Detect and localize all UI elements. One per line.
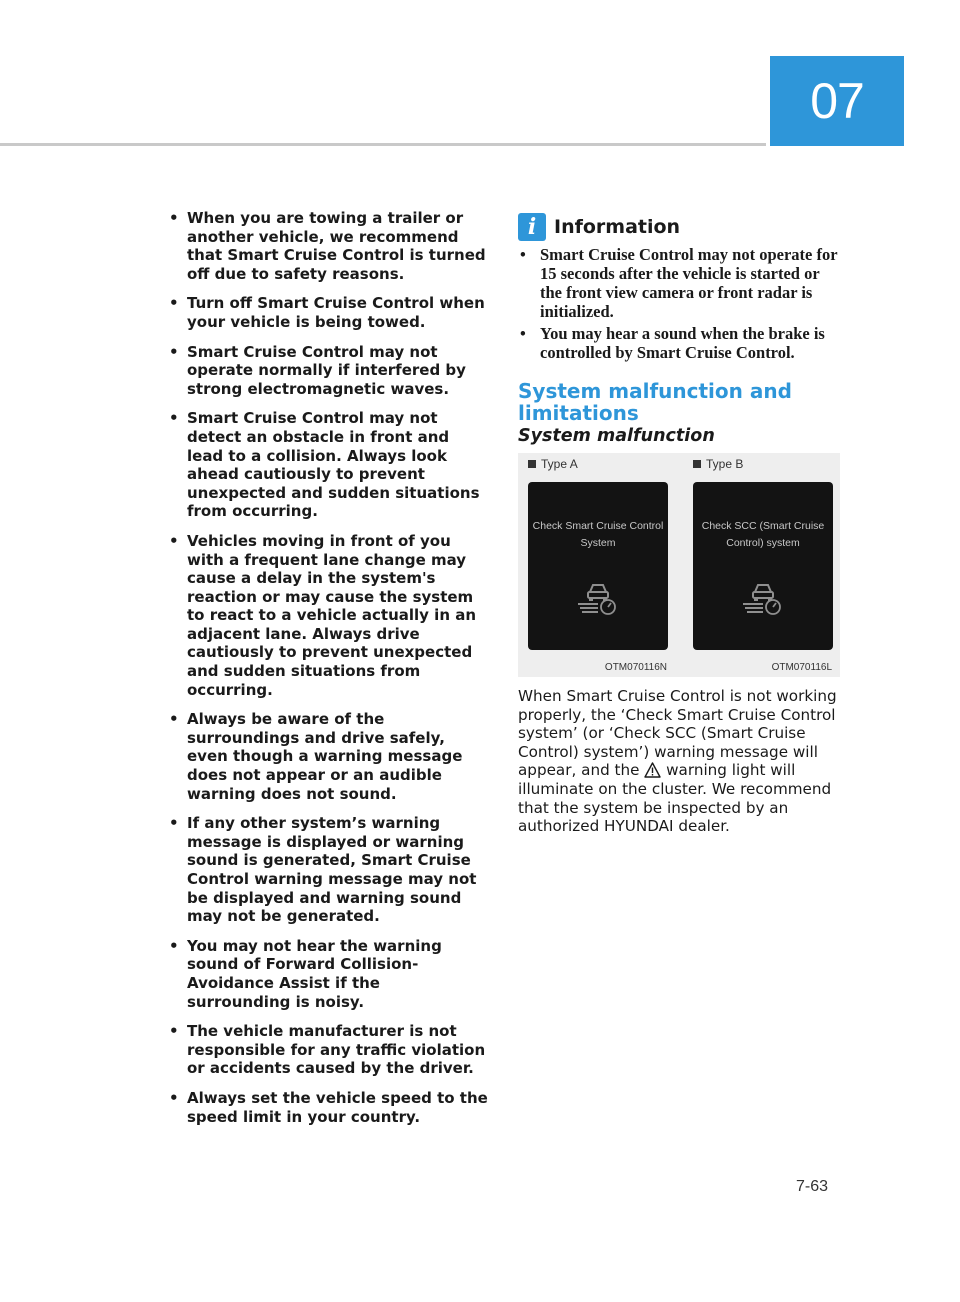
bullet-dot: •: [169, 294, 179, 313]
section-title: System malfunction and limitations: [518, 379, 792, 425]
malfunction-description: [518, 687, 842, 836]
list-item: [166, 937, 488, 1011]
caution-bullet-list: [166, 209, 488, 1126]
header-rule: [0, 143, 766, 146]
cluster-screen: [693, 482, 833, 650]
list-item-text: Always be aware of the surroundings and drive safely, even though a warning message does not appear or an audible warning does not sound.: [187, 710, 463, 803]
smart-cruise-malfunction-icon: [576, 580, 620, 616]
list-item-text: Smart Cruise Control may not operate for 15 seconds after the vehicle is started or the front view camera or front radar is initialized.: [540, 245, 838, 321]
list-item: [518, 324, 842, 362]
right-column: [518, 212, 842, 836]
bullet-dot: •: [520, 245, 526, 264]
description-text-start: When Smart Cruise Control is not working properly, the ‘Check Smart Cruise Control system’ (or ‘Check SCC (Smart Cruise Control) system’) warning message will appear, and the: [518, 687, 837, 780]
list-item-text: Vehicles moving in front of you with a frequent lane change may cause a delay in the system's reaction or may cause the system to react to a vehicle actually in an adjacent lane. Always drive cautiously to prevent unexpected and sudden situations from occurring.: [187, 531, 477, 699]
type-label-text: Type B: [706, 457, 744, 471]
bullet-dot: •: [169, 1022, 179, 1041]
subsection-title: System malfunction: [518, 426, 715, 446]
left-column: [166, 209, 488, 1137]
list-item-text: You may not hear the warning sound of Forward Collision-Avoidance Assist if the surrounding is noisy.: [187, 936, 442, 1011]
list-item: [166, 1089, 488, 1126]
list-item-text: Always set the vehicle speed to the speed limit in your country.: [187, 1088, 488, 1126]
cluster-message-figure: [518, 453, 840, 677]
bullet-dot: •: [169, 409, 179, 428]
bullet-dot: •: [169, 209, 179, 227]
square-marker-icon: [693, 460, 701, 468]
list-item: [166, 209, 488, 283]
page-number: 7-63: [796, 1178, 829, 1195]
list-item: [166, 1022, 488, 1078]
information-list: [518, 245, 842, 362]
cluster-warning-message: Check Smart Cruise Control System: [532, 520, 664, 549]
figure-panel-type-b: [683, 453, 840, 677]
bullet-dot: •: [520, 324, 526, 343]
list-item-text: If any other system’s warning message is displayed or warning sound is generated, Smart Cruise Control warning message may not be displayed and warning sound may not be generated.: [187, 814, 477, 926]
list-item-text: The vehicle manufacturer is not responsible for any traffic violation or accidents caused by the driver.: [187, 1022, 486, 1078]
list-item: [166, 409, 488, 521]
list-item: [166, 710, 488, 803]
type-label: [528, 457, 578, 471]
bullet-dot: •: [169, 814, 179, 833]
bullet-dot: •: [169, 710, 179, 729]
warning-triangle-icon: [644, 762, 661, 778]
bullet-dot: •: [169, 342, 179, 361]
list-item: [166, 343, 488, 399]
figure-panel-type-a: [518, 453, 675, 677]
information-title: Information: [554, 216, 681, 238]
bullet-dot: •: [169, 936, 179, 955]
figure-code: OTM070116L: [771, 662, 832, 673]
list-item: [166, 532, 488, 699]
cluster-screen: [528, 482, 668, 650]
information-icon: i: [518, 213, 546, 241]
list-item: [518, 245, 842, 321]
list-item-text: You may hear a sound when the brake is controlled by Smart Cruise Control.: [540, 324, 825, 362]
description-text-end: warning light will illuminate on the cluster. We recommend that the system be inspected by an authorized HYUNDAI dealer.: [518, 761, 832, 836]
square-marker-icon: [528, 460, 536, 468]
list-item-text: Smart Cruise Control may not detect an obstacle in front and lead to a collision. Always look ahead cautiously to prevent unexpected and sudden situations from occurring.: [187, 409, 480, 521]
bullet-dot: •: [169, 1088, 179, 1107]
type-label: [693, 457, 743, 471]
list-item-text: Smart Cruise Control may not operate normally if interfered by strong electromagnetic waves.: [187, 342, 466, 398]
bullet-dot: •: [169, 531, 179, 550]
smart-cruise-malfunction-icon: [741, 580, 785, 616]
list-item: [166, 294, 488, 331]
chapter-tab: 07: [770, 56, 904, 146]
list-item-text: Turn off Smart Cruise Control when your vehicle is being towed.: [187, 294, 485, 331]
figure-code: OTM070116N: [604, 662, 667, 673]
list-item-text: When you are towing a trailer or another vehicle, we recommend that Smart Cruise Control is turned off due to safety reasons.: [187, 209, 486, 283]
type-label-text: Type A: [541, 457, 578, 471]
cluster-warning-message: Check SCC (Smart Cruise Control) system: [701, 520, 825, 549]
list-item: [166, 814, 488, 926]
information-header: [518, 212, 842, 242]
